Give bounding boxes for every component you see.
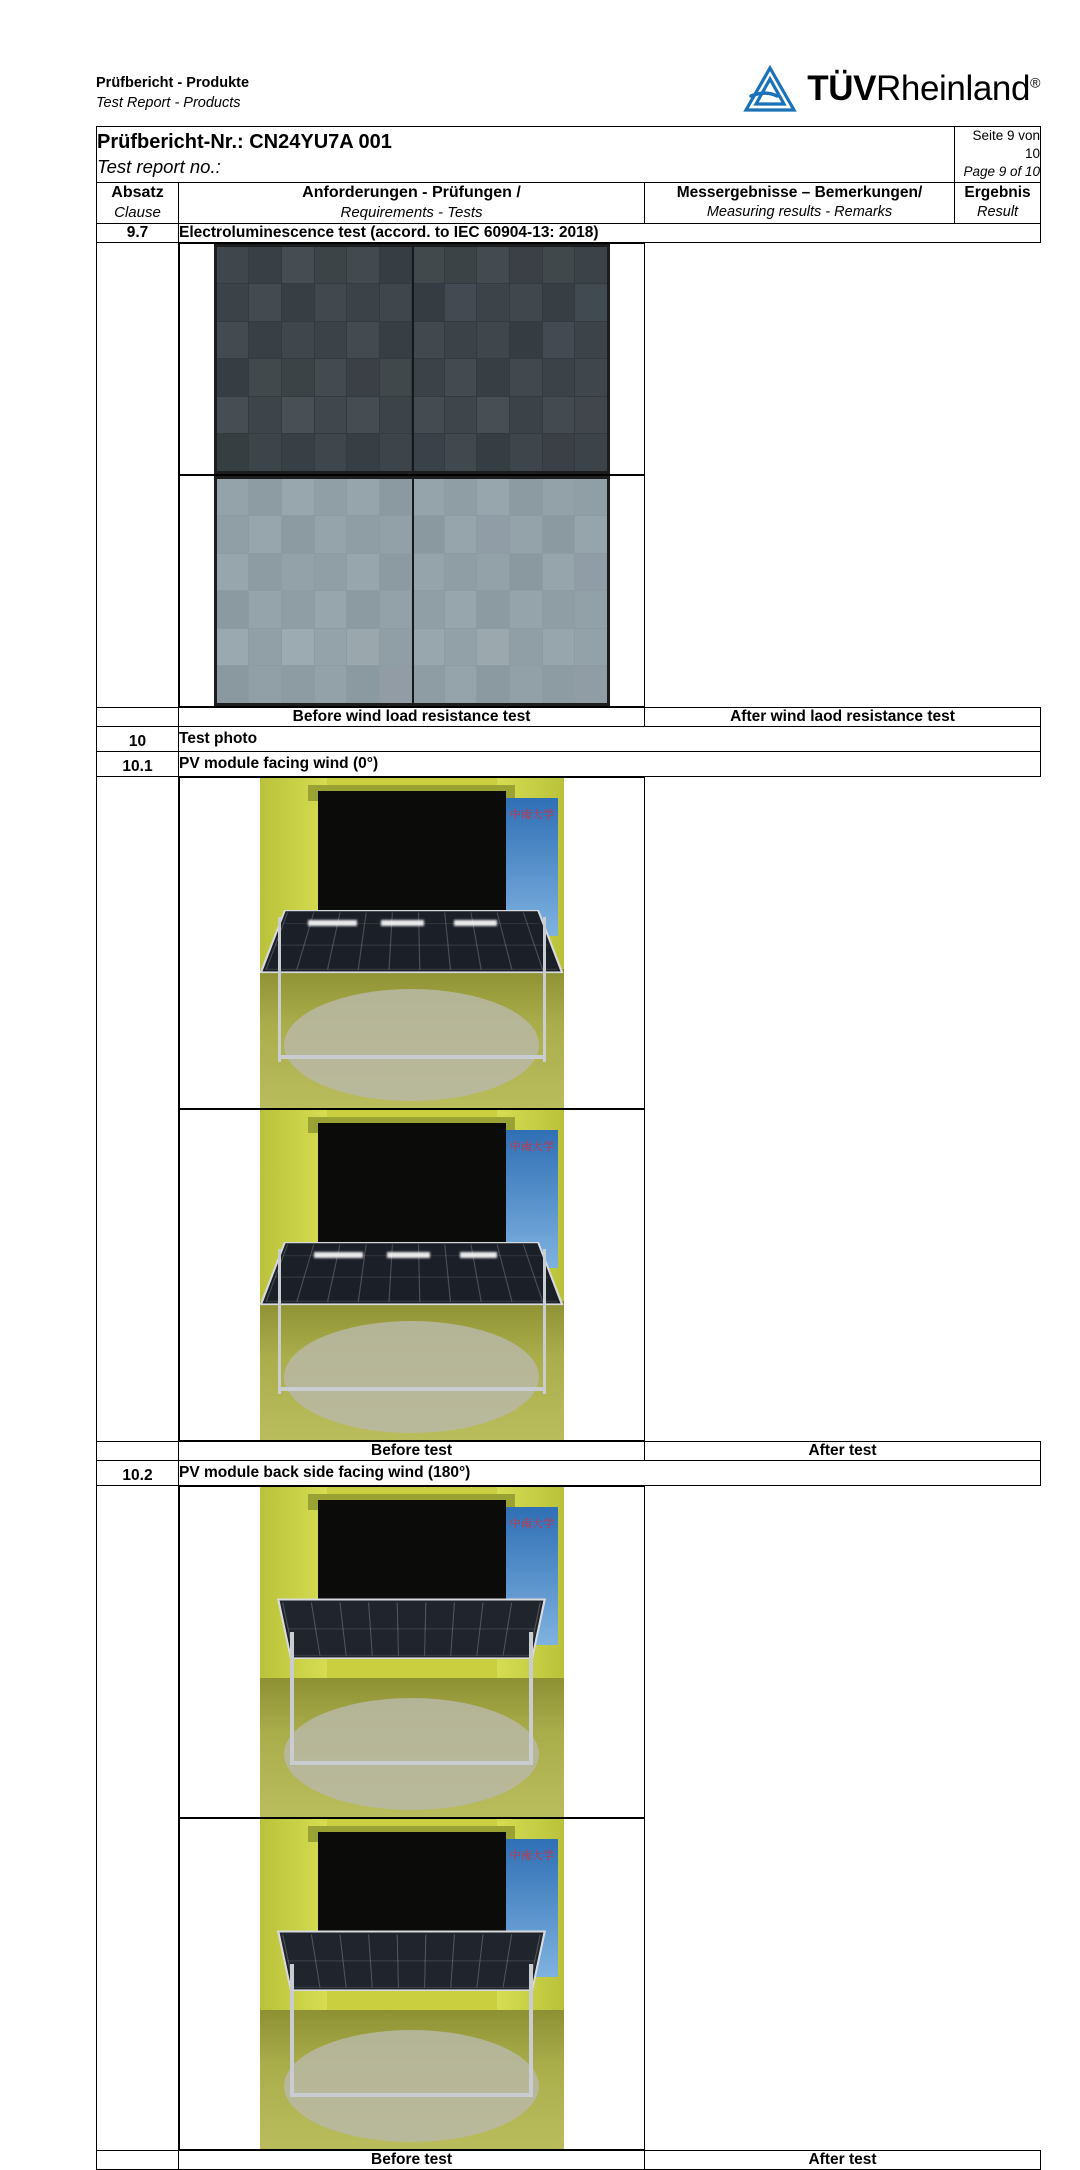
photo-pv-cell-grid xyxy=(282,1602,541,1655)
el-module-divider-after xyxy=(412,479,414,703)
clause-10-1: 10.1 xyxy=(97,751,179,776)
column-header-results xyxy=(645,182,955,223)
photo-10-1-before-cell xyxy=(179,777,645,1109)
row-photos-10-1 xyxy=(97,776,1041,1441)
photo-rig-post-right xyxy=(543,917,546,1062)
row-section-9-7 xyxy=(97,223,1041,242)
report-type-en: Test Report - Products xyxy=(96,94,241,111)
page-number-de: Seite 9 von 10 xyxy=(972,128,1041,162)
section-heading-9-7: Electroluminescence test (accord. to IEC 60904-13: 2018) xyxy=(179,223,1041,242)
photo-turntable xyxy=(284,2030,539,2142)
photo-turntable xyxy=(284,1698,539,1810)
logo-tuv-text: TÜV xyxy=(807,69,877,108)
photo-10-1-after-cell xyxy=(179,1109,645,1441)
photo-rig-post-right xyxy=(529,1964,533,2096)
logo-rheinland-text: Rheinland xyxy=(876,69,1031,108)
el-image-after-cell xyxy=(179,475,645,707)
clause-9-7: 9.7 xyxy=(97,223,179,242)
photo-turntable xyxy=(284,1321,539,1433)
photo-rig-base xyxy=(278,1387,546,1391)
photo-rig-base xyxy=(290,1761,533,1765)
row-section-10-1 xyxy=(97,751,1041,776)
section-heading-10: Test photo xyxy=(179,726,1041,751)
section-heading-10-1: PV module facing wind (0°) xyxy=(179,751,1041,776)
column-header-requirements-en: Requirements - Tests xyxy=(340,204,483,222)
clause-10: 10 xyxy=(97,726,179,751)
report-table xyxy=(96,126,1041,2170)
report-number-en: Test report no.: xyxy=(97,156,221,178)
column-header-result-de: Ergebnis xyxy=(964,184,1031,202)
clause-spacer-9-7-captions xyxy=(97,707,179,726)
column-header-result-en: Result xyxy=(976,204,1019,221)
photo-module-back-facing-wind-after xyxy=(260,1819,564,2149)
row-captions-10-1 xyxy=(97,1441,1041,1460)
clause-spacer-10-1 xyxy=(97,776,179,1441)
report-number-cell xyxy=(97,127,955,183)
table-header-row xyxy=(97,182,1041,223)
photo-rig-post-left xyxy=(278,917,281,1062)
el-caption-after: After wind laod resistance test xyxy=(645,707,1041,726)
el-image-before xyxy=(214,244,610,474)
photo-pv-cell-grid xyxy=(282,1934,541,1987)
photo-banner-text: 中南大学 xyxy=(509,1848,554,1862)
photo-rig-post-right xyxy=(543,1249,546,1394)
row-el-captions xyxy=(97,707,1041,726)
photo-banner-text: 中南大学 xyxy=(509,1139,554,1153)
clause-spacer-10-2 xyxy=(97,1485,179,2150)
row-section-10 xyxy=(97,726,1041,751)
row-el-images xyxy=(97,242,1041,707)
page-number-en: Page 9 of 10 xyxy=(963,164,1041,180)
photo-module-back-facing-wind-before xyxy=(260,1487,564,1817)
photo-glare-1 xyxy=(308,920,357,926)
report-type-de: Prüfbericht - Produkte xyxy=(96,75,250,91)
el-module-divider-before xyxy=(412,247,414,471)
photo-rig-post-left xyxy=(278,1249,281,1394)
photo-glare-2 xyxy=(381,920,424,926)
photo-rig-post-right xyxy=(529,1632,533,1764)
tuv-rheinland-wordmark xyxy=(807,69,1040,109)
photo-rig-base xyxy=(278,1055,546,1059)
el-image-before-cell xyxy=(179,243,645,475)
clause-spacer-9-7 xyxy=(97,242,179,707)
column-header-results-en: Measuring results - Remarks xyxy=(706,204,893,221)
photo-glare-2 xyxy=(387,1252,430,1258)
photo-module-facing-wind-after xyxy=(260,1110,564,1440)
column-header-clause-de: Absatz xyxy=(111,183,164,201)
photo-caption-10-1-before: Before test xyxy=(179,1441,645,1460)
photo-banner-text: 中南大学 xyxy=(509,1516,554,1530)
row-photos-10-2 xyxy=(97,1485,1041,2150)
page-number-cell xyxy=(955,127,1041,183)
column-header-clause xyxy=(97,182,179,223)
photo-glare-3 xyxy=(454,920,497,926)
clause-spacer-10-2-captions xyxy=(97,2150,179,2169)
column-header-clause-en: Clause xyxy=(114,204,161,222)
photo-caption-10-1-after: After test xyxy=(645,1441,1041,1460)
photo-turntable xyxy=(284,989,539,1101)
report-type-label xyxy=(96,74,249,113)
el-caption-before: Before wind load resistance test xyxy=(179,707,645,726)
photo-10-2-before-cell xyxy=(179,1486,645,1818)
page-header xyxy=(96,60,1040,122)
photo-banner-text: 中南大学 xyxy=(509,807,554,821)
tuv-rheinland-logo xyxy=(743,60,1040,118)
clause-spacer-10-1-captions xyxy=(97,1441,179,1460)
photo-rig-base xyxy=(290,2093,533,2097)
photo-rig-post-left xyxy=(290,1964,294,2096)
report-title-row xyxy=(97,127,1041,183)
photo-module-facing-wind-before xyxy=(260,778,564,1108)
photo-rig-post-left xyxy=(290,1632,294,1764)
photo-caption-10-2-before: Before test xyxy=(179,2150,645,2169)
photo-glare-3 xyxy=(460,1252,496,1258)
column-header-results-de: Messergebnisse – Bemerkungen/ xyxy=(676,184,923,202)
row-section-10-2 xyxy=(97,1460,1041,1485)
column-header-requirements-de: Anforderungen - Prüfungen / xyxy=(302,183,521,201)
column-header-requirements xyxy=(179,182,645,223)
clause-10-2: 10.2 xyxy=(97,1460,179,1485)
photo-glare-1 xyxy=(314,1252,363,1258)
photo-caption-10-2-after: After test xyxy=(645,2150,1041,2169)
tuv-triangle-icon xyxy=(743,65,797,113)
logo-registered-mark: ® xyxy=(1030,74,1040,91)
el-image-after xyxy=(214,476,610,706)
photo-pv-module xyxy=(277,1598,546,1659)
photo-10-2-after-cell xyxy=(179,1818,645,2150)
photo-pv-module xyxy=(277,1930,546,1991)
row-captions-10-2 xyxy=(97,2150,1041,2169)
section-heading-10-2: PV module back side facing wind (180°) xyxy=(179,1460,1041,1485)
column-header-result xyxy=(955,182,1041,223)
report-number-de: Prüfbericht-Nr.: CN24YU7A 001 xyxy=(97,131,392,154)
